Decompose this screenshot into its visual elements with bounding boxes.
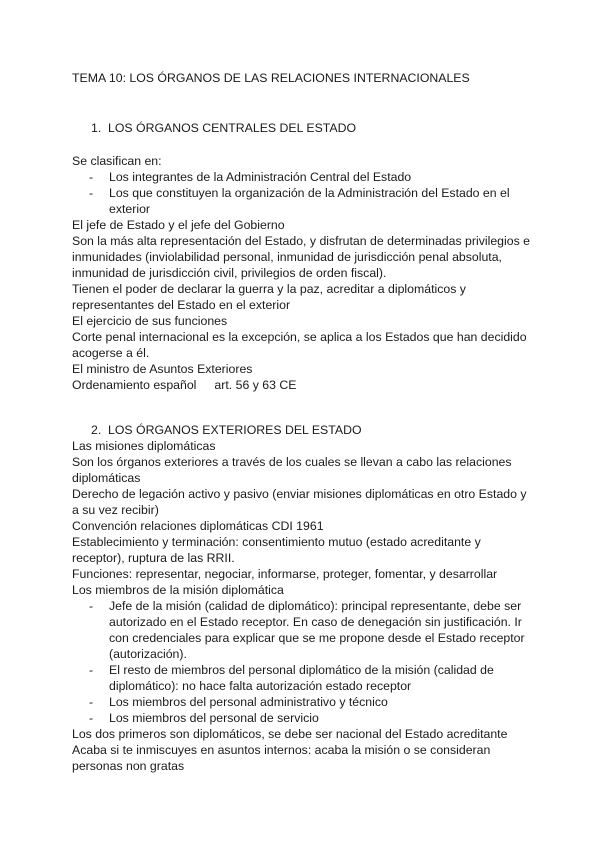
paragraph: El jefe de Estado y el jefe del Gobierno xyxy=(72,218,285,232)
list-item-text: Jefe de la misión (calidad de diplomático): principal representante, debe ser autorizado en el Estado receptor. En caso de denegación sin justificación. Ir con credenciales para explicar que se me propone desde el Estado receptor (autorización). xyxy=(109,599,525,661)
list-item xyxy=(72,169,532,185)
section-1-title: LOS ÓRGANOS CENTRALES DEL ESTADO xyxy=(108,121,357,135)
section-1-heading xyxy=(72,120,532,136)
document-title: TEMA 10: LOS ÓRGANOS DE LAS RELACIONES INTERNACIONALES xyxy=(72,71,470,85)
section-2-heading xyxy=(72,422,532,438)
section-2-bullet-list xyxy=(72,598,532,726)
list-item xyxy=(72,185,532,217)
list-item-text: Los miembros del personal administrativo y técnico xyxy=(109,695,388,709)
dash-bullet: - xyxy=(89,599,94,613)
paragraph: Derecho de legación activo y pasivo (enviar misiones diplomáticas en otro Estado y a su vez recibir) xyxy=(72,487,527,517)
paragraph: Los dos primeros son diplomáticos, se debe ser nacional del Estado acreditante xyxy=(72,727,508,741)
ordenamiento-label: Ordenamiento español xyxy=(72,378,197,392)
section-1-intro: Se clasifican en: xyxy=(72,154,162,168)
paragraph: Corte penal internacional es la excepción, se aplica a los Estados que han decidido acogerse a él. xyxy=(72,330,527,360)
paragraph: Son la más alta representación del Estado, y disfrutan de determinadas privilegios e inmunidades (inviolabilidad personal, inmunidad de jurisdicción penal absoluta, inmunidad de jurisdicción civil, privilegios de orden fiscal). xyxy=(72,234,530,280)
list-item xyxy=(72,662,532,694)
paragraph: Son los órganos exteriores a través de los cuales se llevan a cabo las relaciones diplomáticas xyxy=(72,455,512,485)
list-item xyxy=(72,710,532,726)
ordenamiento-value: art. 56 y 63 CE xyxy=(214,378,297,392)
list-item xyxy=(72,694,532,710)
list-item-text: El resto de miembros del personal diplomático de la misión (calidad de diplomático): no hace falta autorización estado receptor xyxy=(109,663,494,693)
dash-bullet: - xyxy=(89,711,94,725)
dash-bullet: - xyxy=(89,663,94,677)
paragraph: Acaba si te inmiscuyes en asuntos internos: acaba la misión o se consideran personas non gratas xyxy=(72,743,491,773)
paragraph: Establecimiento y terminación: consentimiento mutuo (estado acreditante y receptor), ruptura de las RRII. xyxy=(72,535,481,565)
dash-bullet: - xyxy=(89,186,94,200)
section-2-number: 2. xyxy=(91,423,102,437)
paragraph: Las misiones diplomáticas xyxy=(72,439,216,453)
paragraph: Tienen el poder de declarar la guerra y la paz, acreditar a diplomáticos y representantes del Estado en el exterior xyxy=(72,282,466,312)
paragraph: El ejercicio de sus funciones xyxy=(72,314,228,328)
ordenamiento-line xyxy=(72,377,532,393)
document-page xyxy=(72,70,532,774)
dash-bullet: - xyxy=(89,170,94,184)
paragraph: Funciones: representar, negociar, informarse, proteger, fomentar, y desarrollar xyxy=(72,567,498,581)
list-item-text: Los integrantes de la Administración Central del Estado xyxy=(109,170,412,184)
section-1-bullet-list xyxy=(72,169,532,217)
list-item-text: Los que constituyen la organización de la Administración del Estado en el exterior xyxy=(109,186,510,216)
paragraph: Convención relaciones diplomáticas CDI 1961 xyxy=(72,519,324,533)
dash-bullet: - xyxy=(89,695,94,709)
list-item-text: Los miembros del personal de servicio xyxy=(109,711,319,725)
section-2-title: LOS ÓRGANOS EXTERIORES DEL ESTADO xyxy=(108,423,362,437)
paragraph: El ministro de Asuntos Exteriores xyxy=(72,362,253,376)
list-item xyxy=(72,598,532,662)
section-1-number: 1. xyxy=(91,121,102,135)
paragraph: Los miembros de la misión diplomática xyxy=(72,583,284,597)
